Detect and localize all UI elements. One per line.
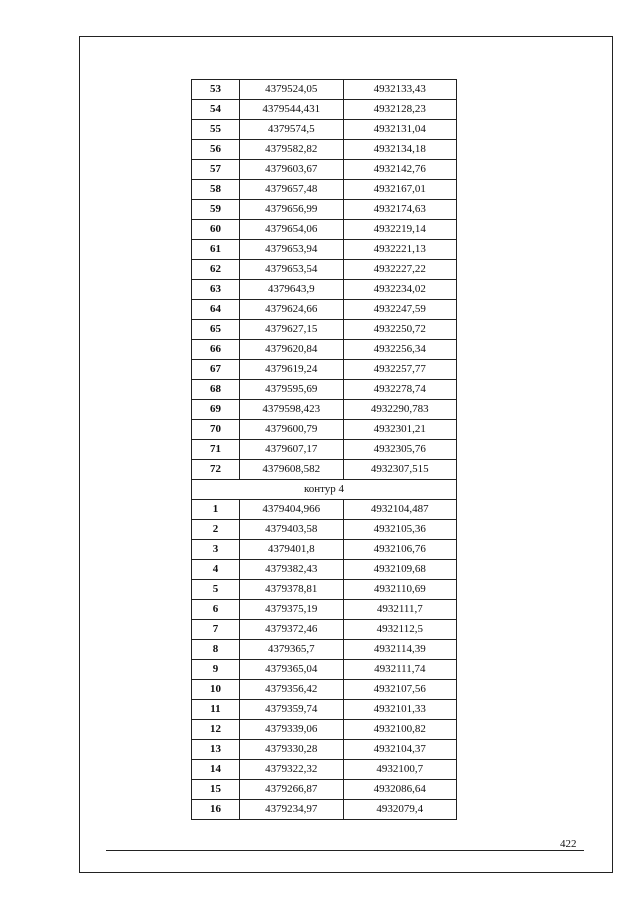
y-coordinate-cell: 4932100,7 bbox=[343, 760, 456, 780]
point-number-cell: 16 bbox=[192, 800, 240, 820]
point-number-cell: 12 bbox=[192, 720, 240, 740]
table-row bbox=[192, 80, 457, 100]
table-row bbox=[192, 340, 457, 360]
x-coordinate-cell: 4379653,54 bbox=[239, 260, 343, 280]
point-number-cell: 72 bbox=[192, 460, 240, 480]
point-number-cell: 9 bbox=[192, 660, 240, 680]
table-row bbox=[192, 180, 457, 200]
y-coordinate-cell: 4932234,02 bbox=[343, 280, 456, 300]
table-row bbox=[192, 420, 457, 440]
y-coordinate-cell: 4932219,14 bbox=[343, 220, 456, 240]
point-number-cell: 71 bbox=[192, 440, 240, 460]
y-coordinate-cell: 4932114,39 bbox=[343, 640, 456, 660]
x-coordinate-cell: 4379627,15 bbox=[239, 320, 343, 340]
table-row bbox=[192, 500, 457, 520]
y-coordinate-cell: 4932110,69 bbox=[343, 580, 456, 600]
point-number-cell: 10 bbox=[192, 680, 240, 700]
point-number-cell: 64 bbox=[192, 300, 240, 320]
x-coordinate-cell: 4379365,04 bbox=[239, 660, 343, 680]
y-coordinate-cell: 4932109,68 bbox=[343, 560, 456, 580]
table-row bbox=[192, 780, 457, 800]
point-number-cell: 11 bbox=[192, 700, 240, 720]
y-coordinate-cell: 4932101,33 bbox=[343, 700, 456, 720]
y-coordinate-cell: 4932100,82 bbox=[343, 720, 456, 740]
table-row bbox=[192, 620, 457, 640]
point-number-cell: 59 bbox=[192, 200, 240, 220]
table-row bbox=[192, 660, 457, 680]
table-row bbox=[192, 280, 457, 300]
table-row bbox=[192, 240, 457, 260]
table-row bbox=[192, 640, 457, 660]
x-coordinate-cell: 4379359,74 bbox=[239, 700, 343, 720]
x-coordinate-cell: 4379598,423 bbox=[239, 400, 343, 420]
table-row bbox=[192, 600, 457, 620]
point-number-cell: 2 bbox=[192, 520, 240, 540]
x-coordinate-cell: 4379603,67 bbox=[239, 160, 343, 180]
x-coordinate-cell: 4379595,69 bbox=[239, 380, 343, 400]
x-coordinate-cell: 4379653,94 bbox=[239, 240, 343, 260]
point-number-cell: 8 bbox=[192, 640, 240, 660]
x-coordinate-cell: 4379382,43 bbox=[239, 560, 343, 580]
point-number-cell: 5 bbox=[192, 580, 240, 600]
point-number-cell: 53 bbox=[192, 80, 240, 100]
x-coordinate-cell: 4379619,24 bbox=[239, 360, 343, 380]
x-coordinate-cell: 4379372,46 bbox=[239, 620, 343, 640]
point-number-cell: 4 bbox=[192, 560, 240, 580]
y-coordinate-cell: 4932134,18 bbox=[343, 140, 456, 160]
y-coordinate-cell: 4932128,23 bbox=[343, 100, 456, 120]
x-coordinate-cell: 4379375,19 bbox=[239, 600, 343, 620]
point-number-cell: 66 bbox=[192, 340, 240, 360]
y-coordinate-cell: 4932256,34 bbox=[343, 340, 456, 360]
point-number-cell: 54 bbox=[192, 100, 240, 120]
table-row bbox=[192, 400, 457, 420]
section-row bbox=[192, 480, 457, 500]
x-coordinate-cell: 4379322,32 bbox=[239, 760, 343, 780]
x-coordinate-cell: 4379656,99 bbox=[239, 200, 343, 220]
point-number-cell: 56 bbox=[192, 140, 240, 160]
table-row bbox=[192, 740, 457, 760]
footer-rule bbox=[106, 850, 584, 851]
table-row bbox=[192, 160, 457, 180]
point-number-cell: 58 bbox=[192, 180, 240, 200]
section-label: контур 4 bbox=[192, 480, 457, 500]
table-row bbox=[192, 540, 457, 560]
y-coordinate-cell: 4932257,77 bbox=[343, 360, 456, 380]
y-coordinate-cell: 4932278,74 bbox=[343, 380, 456, 400]
point-number-cell: 62 bbox=[192, 260, 240, 280]
table-row bbox=[192, 460, 457, 480]
table-row bbox=[192, 300, 457, 320]
table-row bbox=[192, 680, 457, 700]
page-number: 422 bbox=[560, 838, 577, 850]
table-row bbox=[192, 220, 457, 240]
table-row bbox=[192, 720, 457, 740]
x-coordinate-cell: 4379574,5 bbox=[239, 120, 343, 140]
x-coordinate-cell: 4379339,06 bbox=[239, 720, 343, 740]
x-coordinate-cell: 4379356,42 bbox=[239, 680, 343, 700]
x-coordinate-cell: 4379266,87 bbox=[239, 780, 343, 800]
coordinates-table-body bbox=[192, 80, 457, 820]
y-coordinate-cell: 4932131,04 bbox=[343, 120, 456, 140]
x-coordinate-cell: 4379330,28 bbox=[239, 740, 343, 760]
point-number-cell: 3 bbox=[192, 540, 240, 560]
x-coordinate-cell: 4379403,58 bbox=[239, 520, 343, 540]
y-coordinate-cell: 4932086,64 bbox=[343, 780, 456, 800]
point-number-cell: 61 bbox=[192, 240, 240, 260]
y-coordinate-cell: 4932174,63 bbox=[343, 200, 456, 220]
table-row bbox=[192, 380, 457, 400]
x-coordinate-cell: 4379600,79 bbox=[239, 420, 343, 440]
x-coordinate-cell: 4379620,84 bbox=[239, 340, 343, 360]
y-coordinate-cell: 4932250,72 bbox=[343, 320, 456, 340]
y-coordinate-cell: 4932301,21 bbox=[343, 420, 456, 440]
point-number-cell: 1 bbox=[192, 500, 240, 520]
point-number-cell: 60 bbox=[192, 220, 240, 240]
table-row bbox=[192, 700, 457, 720]
point-number-cell: 13 bbox=[192, 740, 240, 760]
point-number-cell: 6 bbox=[192, 600, 240, 620]
x-coordinate-cell: 4379624,66 bbox=[239, 300, 343, 320]
x-coordinate-cell: 4379365,7 bbox=[239, 640, 343, 660]
table-row bbox=[192, 260, 457, 280]
y-coordinate-cell: 4932167,01 bbox=[343, 180, 456, 200]
x-coordinate-cell: 4379234,97 bbox=[239, 800, 343, 820]
y-coordinate-cell: 4932079,4 bbox=[343, 800, 456, 820]
table-row bbox=[192, 800, 457, 820]
point-number-cell: 69 bbox=[192, 400, 240, 420]
y-coordinate-cell: 4932111,74 bbox=[343, 660, 456, 680]
y-coordinate-cell: 4932227,22 bbox=[343, 260, 456, 280]
table-row bbox=[192, 440, 457, 460]
table-row bbox=[192, 520, 457, 540]
table-row bbox=[192, 100, 457, 120]
y-coordinate-cell: 4932247,59 bbox=[343, 300, 456, 320]
table-row bbox=[192, 560, 457, 580]
y-coordinate-cell: 4932142,76 bbox=[343, 160, 456, 180]
x-coordinate-cell: 4379607,17 bbox=[239, 440, 343, 460]
y-coordinate-cell: 4932133,43 bbox=[343, 80, 456, 100]
table-row bbox=[192, 200, 457, 220]
point-number-cell: 7 bbox=[192, 620, 240, 640]
y-coordinate-cell: 4932106,76 bbox=[343, 540, 456, 560]
y-coordinate-cell: 4932104,37 bbox=[343, 740, 456, 760]
table-row bbox=[192, 140, 457, 160]
point-number-cell: 65 bbox=[192, 320, 240, 340]
y-coordinate-cell: 4932111,7 bbox=[343, 600, 456, 620]
x-coordinate-cell: 4379643,9 bbox=[239, 280, 343, 300]
x-coordinate-cell: 4379404,966 bbox=[239, 500, 343, 520]
x-coordinate-cell: 4379544,431 bbox=[239, 100, 343, 120]
point-number-cell: 15 bbox=[192, 780, 240, 800]
x-coordinate-cell: 4379401,8 bbox=[239, 540, 343, 560]
y-coordinate-cell: 4932290,783 bbox=[343, 400, 456, 420]
x-coordinate-cell: 4379657,48 bbox=[239, 180, 343, 200]
point-number-cell: 57 bbox=[192, 160, 240, 180]
point-number-cell: 55 bbox=[192, 120, 240, 140]
table-row bbox=[192, 120, 457, 140]
x-coordinate-cell: 4379582,82 bbox=[239, 140, 343, 160]
table-row bbox=[192, 580, 457, 600]
x-coordinate-cell: 4379378,81 bbox=[239, 580, 343, 600]
x-coordinate-cell: 4379654,06 bbox=[239, 220, 343, 240]
coordinates-table bbox=[191, 79, 457, 820]
y-coordinate-cell: 4932305,76 bbox=[343, 440, 456, 460]
x-coordinate-cell: 4379608,582 bbox=[239, 460, 343, 480]
y-coordinate-cell: 4932107,56 bbox=[343, 680, 456, 700]
point-number-cell: 68 bbox=[192, 380, 240, 400]
point-number-cell: 67 bbox=[192, 360, 240, 380]
x-coordinate-cell: 4379524,05 bbox=[239, 80, 343, 100]
point-number-cell: 14 bbox=[192, 760, 240, 780]
y-coordinate-cell: 4932112,5 bbox=[343, 620, 456, 640]
y-coordinate-cell: 4932105,36 bbox=[343, 520, 456, 540]
point-number-cell: 63 bbox=[192, 280, 240, 300]
y-coordinate-cell: 4932221,13 bbox=[343, 240, 456, 260]
table-row bbox=[192, 760, 457, 780]
table-row bbox=[192, 360, 457, 380]
point-number-cell: 70 bbox=[192, 420, 240, 440]
y-coordinate-cell: 4932307,515 bbox=[343, 460, 456, 480]
table-row bbox=[192, 320, 457, 340]
y-coordinate-cell: 4932104,487 bbox=[343, 500, 456, 520]
